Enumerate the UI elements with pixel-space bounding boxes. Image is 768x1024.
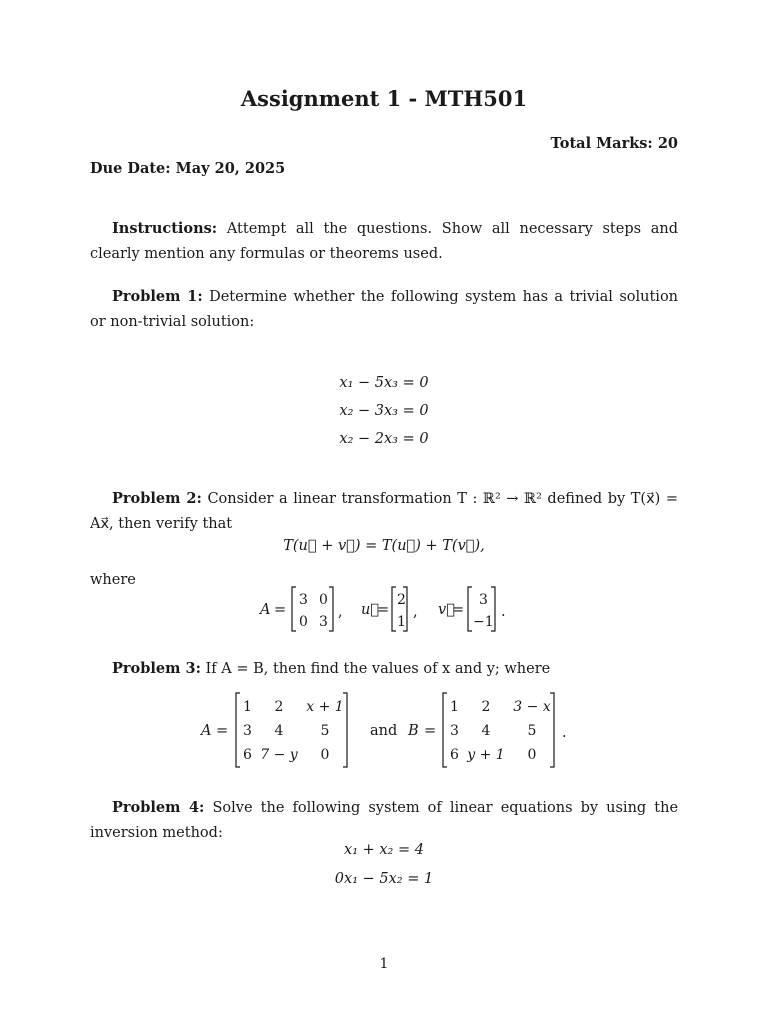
- bracket-left: [236, 693, 240, 767]
- matrix-A-cell: 0: [319, 592, 328, 608]
- instructions-text: Attempt all the questions. Show all necessary steps and clearly mention any formulas or theorems used.: [90, 221, 678, 262]
- matrix-B-cell: 5: [527, 723, 537, 739]
- problem2-label: Problem 2:: [112, 490, 202, 507]
- page-number: 1: [379, 956, 389, 972]
- instructions-paragraph: [90, 216, 678, 267]
- matrix-A-cell: 1: [243, 699, 252, 715]
- comma: ,: [413, 604, 418, 620]
- problem4-paragraph: [90, 795, 678, 846]
- matrix-A-cell: 3: [243, 723, 252, 739]
- vector-u-cell: 1: [397, 614, 406, 630]
- problem4-equation-1: x₁ + x₂ = 4: [344, 842, 424, 858]
- matrix-A-cell: 0: [299, 614, 308, 630]
- matrix-A-cell: 4: [274, 723, 284, 739]
- bracket-left: [392, 587, 396, 631]
- and-word: and: [370, 723, 398, 739]
- matrix-A-cell: 3: [319, 614, 328, 630]
- due-date: Due Date: May 20, 2025: [90, 160, 286, 177]
- equals-sign: =: [452, 602, 465, 618]
- problem1-equation-2: x₂ − 3x₃ = 0: [339, 403, 429, 419]
- problem3-label: Problem 3:: [112, 660, 201, 677]
- problem1-text: Determine whether the following system has a trivial solution or non-trivial solution:: [90, 289, 679, 330]
- matrix-B-cell: 3: [450, 723, 459, 739]
- problem4-text: Solve the following system of linear equations by using the inversion method:: [90, 800, 679, 841]
- matrix-A-cell: 5: [320, 723, 330, 739]
- problem3-matrices: [195, 689, 585, 771]
- problem2-paragraph: [90, 486, 678, 537]
- matrix-A-symbol: A: [260, 602, 271, 618]
- comma: ,: [338, 604, 343, 620]
- document-title: Assignment 1 - MTH501: [240, 86, 528, 111]
- matrix-B-cell: 4: [481, 723, 491, 739]
- bracket-left: [292, 587, 296, 631]
- matrix-B-cell: 3 − x: [513, 699, 551, 715]
- matrix-B-cell: 1: [450, 699, 459, 715]
- equals-sign: =: [424, 723, 437, 739]
- problem4-equation-2: 0x₁ − 5x₂ = 1: [334, 871, 434, 887]
- equals-sign: =: [274, 602, 287, 618]
- total-marks: Total Marks: 20: [550, 135, 678, 152]
- problem3-text: If A = B, then find the values of x and y; where: [205, 661, 551, 677]
- period: .: [501, 604, 506, 620]
- problem4-label: Problem 4:: [112, 799, 205, 816]
- problem1-equation-1: x₁ − 5x₃ = 0: [339, 375, 429, 391]
- problem1-label: Problem 1:: [112, 288, 203, 305]
- problem1-equation-3: x₂ − 2x₃ = 0: [339, 431, 429, 447]
- vector-u-symbol: u⃗: [361, 602, 380, 618]
- problem1-paragraph: [90, 284, 678, 335]
- matrix-A-symbol: A: [201, 723, 212, 739]
- matrix-A-cell: 2: [274, 699, 284, 715]
- bracket-left: [468, 587, 472, 631]
- matrix-B-cell: 0: [527, 747, 537, 763]
- matrix-A-cell: 7 − y: [260, 747, 298, 763]
- matrix-B-symbol: B: [408, 723, 419, 739]
- problem3-paragraph: [90, 656, 678, 682]
- problem2-identity: T(u⃗ + v⃗) = T(u⃗) + T(v⃗),: [283, 538, 485, 554]
- matrix-A-cell: 0: [320, 747, 330, 763]
- bracket-left: [443, 693, 447, 767]
- problem2-matrices: [250, 583, 530, 635]
- vector-v-symbol: v⃗: [438, 602, 455, 618]
- bracket-right: [329, 587, 333, 631]
- vector-v-cell: 3: [479, 592, 488, 608]
- instructions-label: Instructions:: [112, 220, 218, 237]
- problem2-where: where: [90, 572, 136, 588]
- matrix-A-cell: x + 1: [306, 699, 344, 715]
- matrix-A-cell: 3: [299, 592, 308, 608]
- matrix-B-cell: 2: [481, 699, 491, 715]
- equals-sign: =: [377, 602, 390, 618]
- vector-u-cell: 2: [397, 592, 406, 608]
- problem2-text: Consider a linear transformation T : ℝ² → ℝ² defined by T(x⃗) = Ax⃗, then verify that: [90, 491, 679, 532]
- equals-sign: =: [216, 723, 229, 739]
- matrix-B-cell: 6: [450, 747, 459, 763]
- period: .: [562, 725, 567, 741]
- matrix-B-cell: y + 1: [467, 747, 505, 763]
- vector-v-cell: −1: [473, 614, 494, 630]
- matrix-A-cell: 6: [243, 747, 252, 763]
